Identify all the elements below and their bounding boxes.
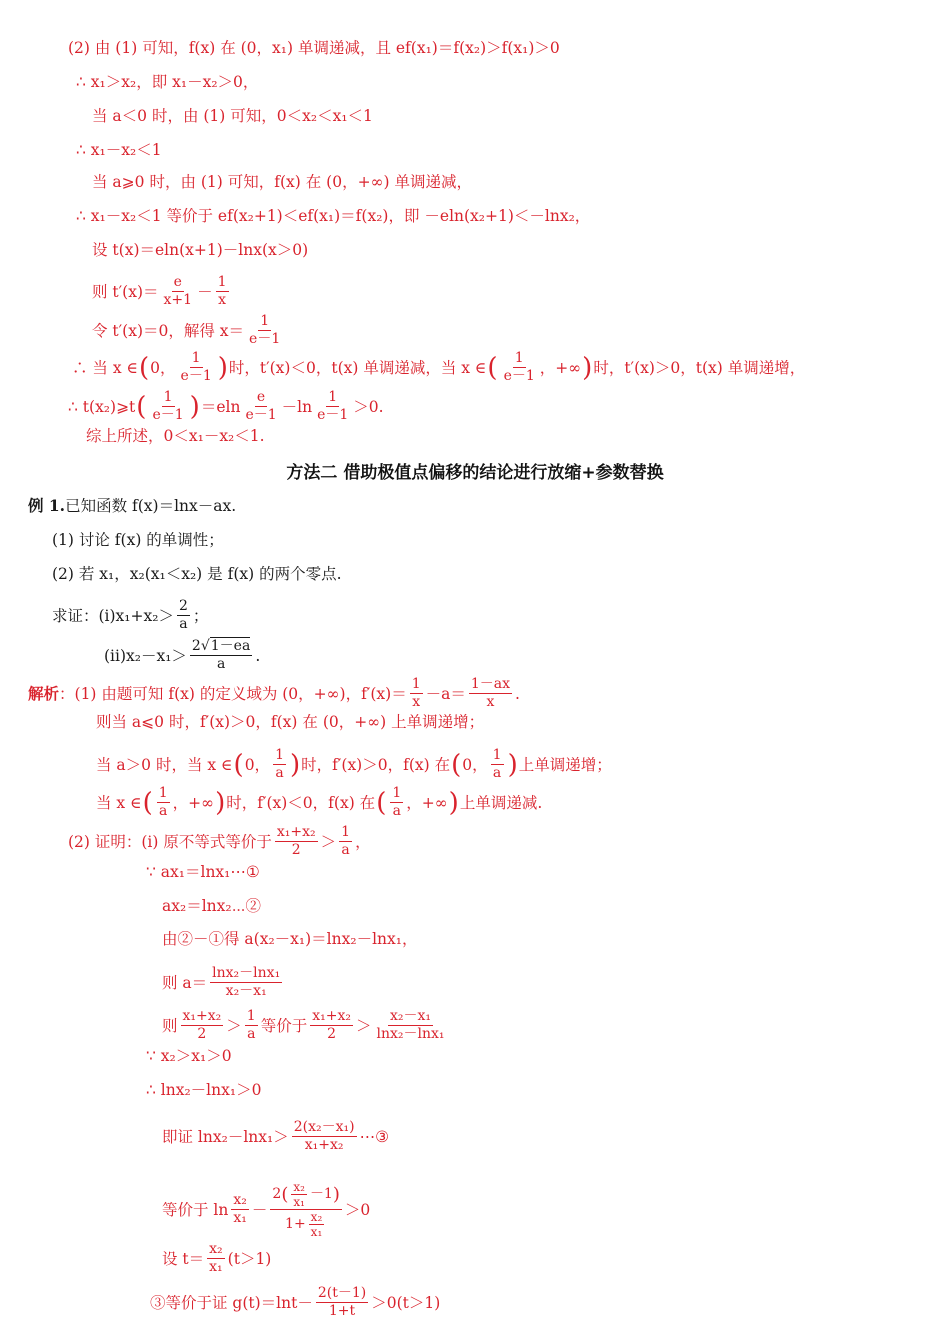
- denominator: x₁: [310, 1225, 323, 1239]
- text: 1+: [285, 1216, 306, 1232]
- numerator: 1: [275, 747, 284, 763]
- numerator: 1－ax: [470, 676, 511, 692]
- fraction: [177, 598, 190, 633]
- fraction: [216, 274, 229, 309]
- question-4: [104, 638, 260, 673]
- fraction: [491, 747, 504, 782]
- solution-line: [92, 106, 373, 126]
- denominator: e－1: [152, 407, 184, 423]
- text: 当 a＜0 时，由 (1) 可知，0＜x₂＜x₁＜1: [92, 107, 373, 125]
- fraction: [410, 676, 423, 711]
- text: ＞: [355, 1016, 372, 1035]
- text: .: [515, 684, 520, 703]
- left-paren: (: [281, 1184, 289, 1205]
- denominator: x₁: [233, 1210, 247, 1226]
- fraction: [315, 389, 350, 424]
- text: 则: [162, 1016, 178, 1035]
- fraction: [310, 1008, 353, 1043]
- text: 由②－①得 a(x₂－x₁)＝lnx₂－lnx₁，: [162, 930, 418, 948]
- left-paren: (: [376, 787, 387, 818]
- solution-line: [96, 712, 484, 732]
- text: ＞0.: [353, 397, 384, 416]
- numerator: 1: [328, 389, 338, 405]
- fraction: [316, 1285, 368, 1320]
- solution-line: [68, 38, 560, 58]
- solution-line: [76, 72, 258, 92]
- right-paren: ): [189, 391, 200, 422]
- solution-line: [146, 1046, 232, 1066]
- numerator: 1: [246, 1008, 256, 1024]
- text: ＞: [320, 832, 337, 851]
- solution-line: [92, 172, 472, 192]
- text: 已知函数 f(x)＝lnx－ax.: [65, 497, 237, 515]
- solution-line: [76, 206, 590, 226]
- text: ，+∞: [539, 358, 582, 377]
- numerator: lnx₂－lnx₁: [212, 965, 281, 981]
- solution-line: [92, 313, 285, 348]
- denominator: x: [218, 292, 226, 308]
- fraction: [292, 1119, 357, 1154]
- solution-line: [72, 350, 805, 385]
- fraction: [179, 350, 214, 385]
- text: ⋯③: [359, 1127, 389, 1146]
- text: ∴ lnx₂－lnx₁＞0: [146, 1081, 262, 1099]
- solution-label: 解析: [28, 683, 60, 703]
- fraction: [339, 824, 352, 859]
- question-3: [52, 598, 208, 633]
- text: 则当 a⩽0 时，f′(x)＞0，f(x) 在 (0，+∞) 上单调递增；: [96, 713, 485, 731]
- numerator: x₂: [310, 1210, 323, 1224]
- denominator: lnx₂－lnx₁: [376, 1026, 445, 1042]
- right-paren: ): [289, 749, 301, 780]
- fraction: [502, 350, 537, 385]
- left-paren: (: [136, 391, 147, 422]
- solution-line: [92, 274, 232, 309]
- fraction: [275, 824, 318, 859]
- text: (2) 若 x₁，x₂(x₁＜x₂) 是 f(x) 的两个零点.: [52, 565, 342, 583]
- fraction: [243, 389, 278, 424]
- text: ③等价于证 g(t)＝lnt－: [150, 1293, 313, 1312]
- numerator: 2√1－ea: [191, 638, 251, 654]
- fraction: [374, 1008, 446, 1043]
- right-paren: ): [448, 787, 459, 818]
- denominator: e－1: [245, 407, 277, 423]
- text: 等价于: [260, 1016, 308, 1035]
- text: (2) 由 (1) 可知，f(x) 在 (0，x₁) 单调递减，且 ef(x₁)＝f(x₂)＞f(x₁)＞0: [68, 39, 560, 57]
- text: (2) 证明：(i) 原不等式等价于: [68, 832, 272, 851]
- text: 设 t(x)＝eln(x+1)－lnx(x＞0): [92, 241, 309, 259]
- text: 求证：(i)x₁+x₂＞: [52, 606, 174, 625]
- fraction: [309, 1210, 325, 1239]
- right-paren: ): [582, 352, 593, 383]
- fraction: [190, 638, 252, 673]
- text: 令 t′(x)＝0，解得 x＝: [92, 321, 245, 340]
- text: 设 t＝: [162, 1249, 205, 1268]
- left-paren: (: [487, 352, 498, 383]
- text: 则 t′(x)＝: [92, 282, 159, 301]
- solution-line: [162, 929, 417, 949]
- text: ∴ x₁－x₂＜1: [76, 141, 162, 159]
- numerator: x₂: [209, 1241, 223, 1257]
- left-paren: (: [233, 749, 244, 780]
- text: ＞0: [344, 1200, 371, 1219]
- text: 2: [191, 638, 201, 654]
- left-paren: (: [139, 352, 150, 383]
- radicand: 1－ea: [210, 638, 251, 654]
- solution-line: [28, 676, 520, 711]
- solution-line: [162, 1008, 450, 1043]
- text: －: [197, 282, 213, 301]
- fraction: [207, 1241, 225, 1276]
- solution-line: [162, 965, 285, 1000]
- text: 上单调递增；: [518, 755, 612, 774]
- text: ∵ x₂＞x₁＞0: [146, 1047, 232, 1065]
- text: 时，t′(x)＜0，t(x) 单调递减，当 x ∈: [228, 358, 487, 377]
- numerator: 1: [158, 785, 168, 801]
- solution-line: [146, 862, 260, 882]
- text: 即证 lnx₂－lnx₁＞: [162, 1127, 289, 1146]
- text: ∵ ax₁＝lnx₁⋯①: [146, 863, 260, 881]
- fraction: [390, 785, 403, 820]
- fraction: [245, 1008, 258, 1043]
- denominator: x₂－x₁: [225, 983, 267, 999]
- fraction: [291, 1180, 307, 1209]
- text: ：(1) 由题可知 f(x) 的定义域为 (0，+∞)，f′(x)＝: [59, 684, 407, 703]
- text: ∴ t(x₂)⩾t: [68, 397, 136, 416]
- question-2: [52, 564, 342, 584]
- text: 当 x ∈: [96, 793, 142, 812]
- text: －1: [309, 1186, 333, 1202]
- left-paren: (: [451, 749, 462, 780]
- solution-line: [76, 140, 162, 160]
- denominator: x₁+x₂: [304, 1137, 344, 1153]
- numerator: 1: [492, 747, 502, 763]
- numerator: e: [256, 389, 266, 405]
- fraction: [231, 1192, 249, 1227]
- question-1: [52, 530, 224, 550]
- numerator: 1: [392, 785, 402, 801]
- denominator: e－1: [317, 407, 349, 423]
- text: 则 a＝: [162, 973, 208, 992]
- denominator: a: [392, 803, 401, 819]
- denominator: 2: [327, 1026, 337, 1042]
- denominator: a: [179, 616, 188, 632]
- numerator: x₁+x₂: [276, 824, 316, 840]
- text: 等价于 ln: [162, 1200, 229, 1219]
- numerator: 2(t－1): [317, 1285, 367, 1301]
- fraction: [150, 389, 185, 424]
- section-heading: 方法二 借助极值点偏移的结论进行放缩+参数替换: [286, 463, 664, 483]
- numerator: x₂－x₁: [389, 1008, 431, 1024]
- denominator: 2: [291, 842, 301, 858]
- text: 时，f′(x)＞0，f(x) 在: [301, 755, 451, 774]
- numerator: x₂: [233, 1192, 247, 1208]
- text: (ii)x₂－x₁＞: [104, 646, 187, 665]
- numerator: 1: [341, 824, 351, 840]
- text: ，+∞: [406, 793, 448, 812]
- numerator: 1: [260, 313, 270, 329]
- denominator: a: [159, 803, 168, 819]
- right-paren: ): [215, 787, 226, 818]
- text: 0，: [244, 755, 271, 774]
- denominator: e－1: [503, 368, 535, 384]
- numerator: 1: [163, 389, 173, 405]
- denominator: 2: [197, 1026, 207, 1042]
- text: (1) 讨论 f(x) 的单调性；: [52, 531, 224, 549]
- text: 时，f′(x)＜0，f(x) 在: [226, 793, 376, 812]
- numerator: [270, 1180, 341, 1210]
- denominator: a: [216, 656, 226, 672]
- left-paren: (: [142, 787, 153, 818]
- solution-line: [96, 747, 612, 782]
- numerator: 2: [178, 598, 188, 614]
- fraction: [210, 965, 282, 1000]
- denominator: 1+t: [328, 1303, 356, 1319]
- solution-line: [150, 1285, 440, 1320]
- text: ＞0(t＞1): [371, 1293, 441, 1312]
- text: 综上所述，0＜x₁－x₂＜1.: [86, 427, 265, 445]
- denominator: x₁: [209, 1259, 223, 1275]
- text: ，: [355, 832, 371, 851]
- denominator: x: [412, 694, 421, 710]
- text: ＝eln: [200, 397, 241, 416]
- text: 当 a⩾0 时，由 (1) 可知，f(x) 在 (0，+∞) 单调递减，: [92, 173, 472, 191]
- fraction: [162, 274, 195, 309]
- fraction: [157, 785, 170, 820]
- denominator: [283, 1210, 329, 1239]
- numerator: x₂: [293, 1180, 305, 1194]
- text: ∴ 当 x ∈: [72, 358, 138, 377]
- fraction: [247, 313, 282, 348]
- denominator: e－1: [180, 368, 212, 384]
- text: ∴ x₁＞x₂，即 x₁－x₂＞0，: [76, 73, 259, 91]
- numerator: x₁+x₂: [182, 1008, 222, 1024]
- denominator: a: [275, 765, 284, 781]
- fraction: [273, 747, 286, 782]
- example-stem: [28, 496, 236, 516]
- right-paren: ): [332, 1184, 340, 1205]
- solution-line: [68, 389, 384, 424]
- text: ＞: [226, 1016, 242, 1035]
- numerator: x₁+x₂: [312, 1008, 351, 1024]
- text: ax₂＝lnx₂⋯②: [162, 897, 262, 915]
- solution-line: [162, 896, 261, 916]
- solution-line: [146, 1080, 261, 1100]
- text: 当 a＞0 时，当 x ∈: [96, 755, 233, 774]
- text: 时，t′(x)＞0，t(x) 单调递增，: [593, 358, 806, 377]
- solution-line: [96, 785, 542, 820]
- numerator: 1: [217, 274, 227, 290]
- right-paren: ): [507, 749, 518, 780]
- text: 上单调递减.: [459, 793, 543, 812]
- solution-line: [92, 240, 308, 260]
- numerator: 2(x₂－x₁): [293, 1119, 355, 1135]
- denominator: x+1: [163, 292, 193, 308]
- fraction: [181, 1008, 224, 1043]
- text: 0，: [462, 755, 488, 774]
- solution-line: [162, 1180, 370, 1239]
- text: .: [255, 646, 261, 665]
- denominator: e－1: [249, 331, 281, 347]
- text: 0，: [150, 358, 176, 377]
- text: ；: [192, 606, 209, 625]
- denominator: x₁: [293, 1195, 305, 1209]
- denominator: a: [492, 765, 502, 781]
- denominator: a: [247, 1026, 256, 1042]
- numerator: 1: [514, 350, 524, 366]
- denominator: x: [486, 694, 495, 710]
- fraction: [469, 676, 512, 711]
- numerator: e: [173, 274, 182, 290]
- numerator: 1: [191, 350, 201, 366]
- solution-line: [86, 426, 265, 446]
- solution-line: [68, 824, 371, 859]
- text: (t＞1): [227, 1249, 272, 1268]
- right-paren: ): [217, 352, 228, 383]
- solution-line: [162, 1241, 271, 1276]
- text: ，+∞: [172, 793, 215, 812]
- solution-line: [162, 1119, 389, 1154]
- denominator: a: [341, 842, 350, 858]
- text: －: [251, 1200, 268, 1219]
- text: 2: [272, 1186, 282, 1202]
- example-label: 例 1.: [28, 496, 66, 515]
- numerator: 1: [411, 676, 421, 692]
- text: －a＝: [425, 684, 466, 703]
- text: －ln: [281, 397, 313, 416]
- fraction: [270, 1180, 341, 1239]
- text: ∴ x₁－x₂＜1 等价于 ef(x₂+1)＜ef(x₁)＝f(x₂)，即 －eln(x₂+1)＜－lnx₂，: [76, 207, 591, 225]
